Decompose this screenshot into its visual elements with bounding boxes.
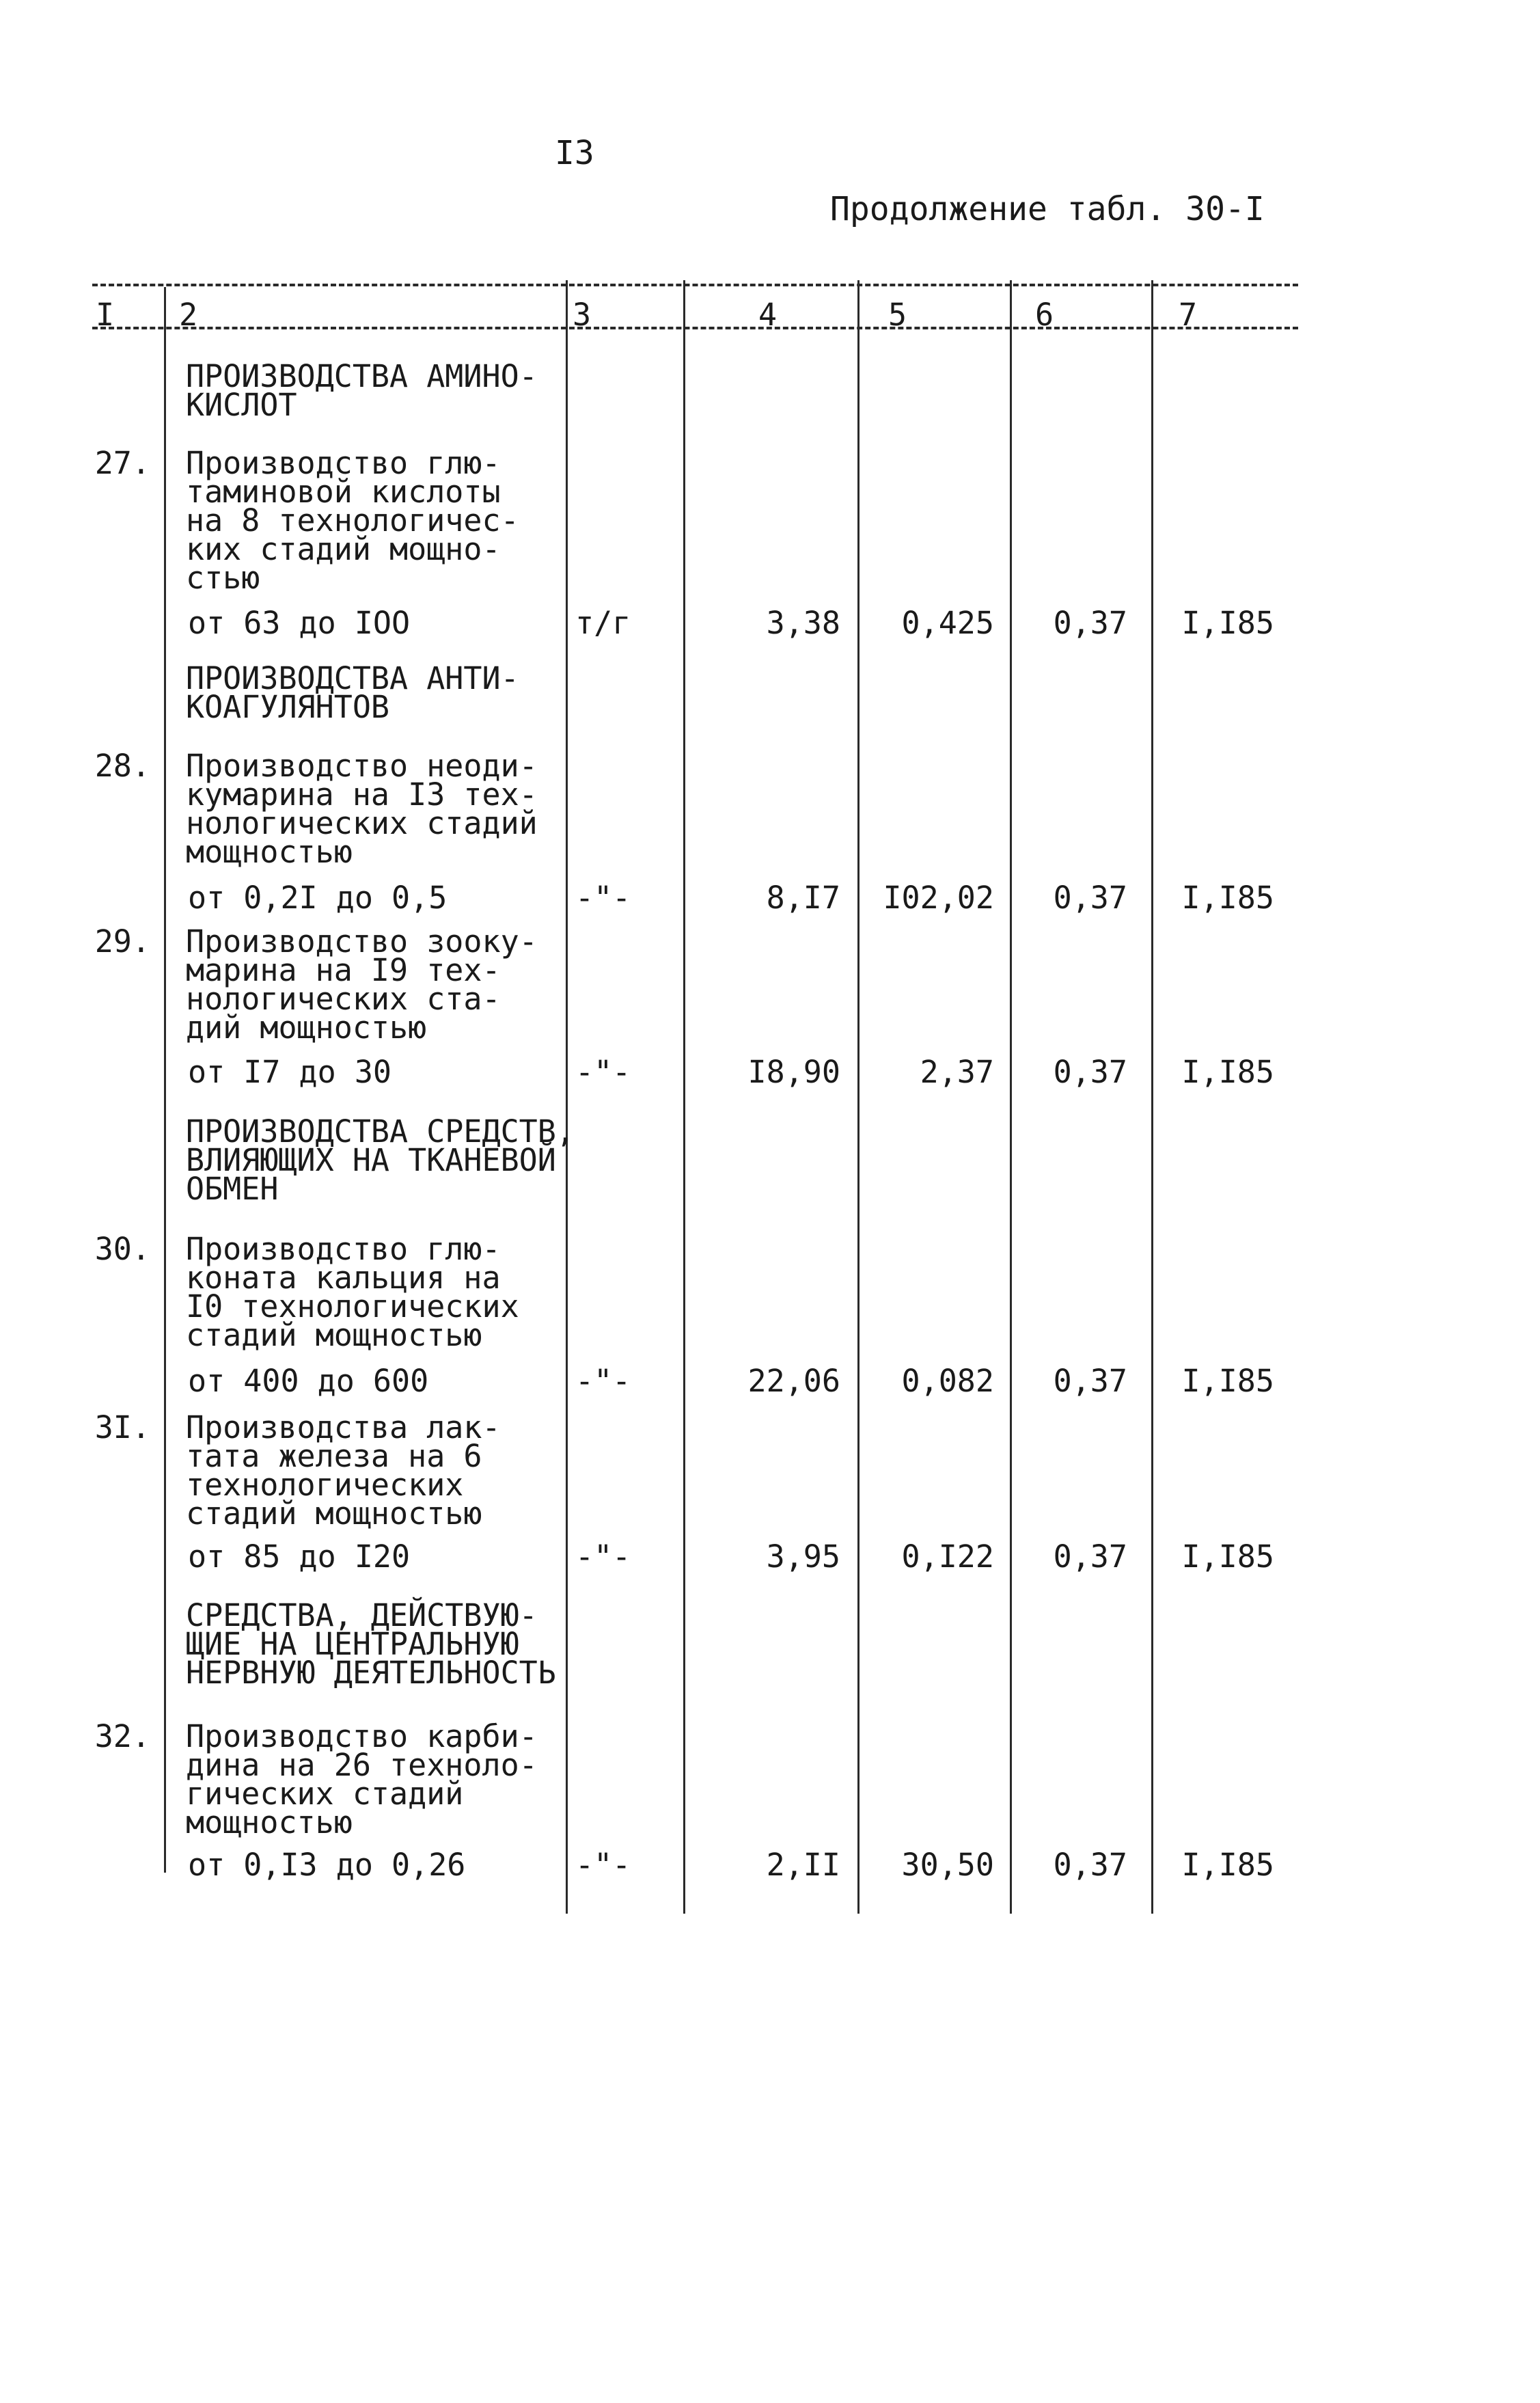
- column-divider: [1010, 280, 1012, 1914]
- row-capacity-range: от 400 до 600: [188, 1363, 429, 1399]
- row-number: 3I.: [94, 1409, 150, 1445]
- row-number: 30.: [94, 1231, 150, 1267]
- row-unit: т/г: [575, 605, 631, 641]
- row-col5: 30,50: [901, 1847, 994, 1883]
- section-heading: ПРОИЗВОДСТВА АМИНО- КИСЛОТ: [186, 358, 538, 423]
- row-capacity-range: от 85 до I20: [188, 1538, 411, 1575]
- row-col5: 2,37: [920, 1054, 994, 1090]
- row-col7: I,I85: [1181, 1538, 1274, 1575]
- column-divider: [857, 280, 860, 1914]
- row-capacity-range: от I7 до 30: [188, 1054, 392, 1090]
- row-description: Производство глю- таминовой кислоты на 8 технологичес- ких стадий мощно- стью: [186, 445, 519, 596]
- row-col6: 0,37: [1053, 880, 1127, 916]
- row-description: Производства лак- тата железа на 6 технологических стадий мощностью: [186, 1409, 501, 1532]
- column-header-7: 7: [1179, 297, 1198, 333]
- row-capacity-range: от 0,2I до 0,5: [188, 880, 448, 916]
- column-divider: [1151, 280, 1153, 1914]
- row-number: 27.: [94, 445, 150, 481]
- row-unit: -"-: [575, 1363, 631, 1399]
- row-col7: I,I85: [1181, 605, 1274, 641]
- header-top-rule: [92, 284, 1298, 286]
- row-description: Производство зооку- марина на I9 тех- нологических ста- дий мощностью: [186, 923, 538, 1046]
- row-unit: -"-: [575, 1054, 631, 1090]
- row-col4: 3,38: [766, 605, 840, 641]
- row-description: Производство глю- коната кальция на I0 технологических стадий мощностью: [186, 1231, 519, 1353]
- row-col6: 0,37: [1053, 1847, 1127, 1883]
- section-heading: СРЕДСТВА, ДЕЙСТВУЮ- ЩИЕ НА ЦЕНТРАЛЬНУЮ НЕРВНУЮ ДЕЯТЕЛЬНОСТЬ: [186, 1597, 556, 1691]
- header-bottom-rule: [92, 327, 1298, 329]
- column-header-5: 5: [888, 297, 907, 333]
- row-number: 32.: [94, 1718, 150, 1754]
- row-unit: -"-: [575, 1847, 631, 1883]
- table-continuation-caption: Продолжение табл. 30-I: [830, 190, 1265, 228]
- row-col6: 0,37: [1053, 1054, 1127, 1090]
- row-col4: I8,90: [747, 1054, 840, 1090]
- column-divider: [566, 280, 568, 1914]
- row-col6: 0,37: [1053, 1363, 1127, 1399]
- page-number: I3: [555, 134, 594, 172]
- row-col6: 0,37: [1053, 1538, 1127, 1575]
- row-col7: I,I85: [1181, 1363, 1274, 1399]
- row-col5: 0,425: [901, 605, 994, 641]
- row-number: 29.: [94, 923, 150, 960]
- column-header-2: 2: [179, 297, 198, 333]
- row-unit: -"-: [575, 880, 631, 916]
- column-header-1: I: [96, 297, 115, 333]
- row-description: Производство неоди- кумарина на I3 тех- нологических стадий мощностью: [186, 748, 538, 870]
- column-divider: [164, 287, 166, 1873]
- row-description: Производство карби- дина на 26 техноло- гических стадий мощностью: [186, 1718, 538, 1841]
- row-col4: 8,I7: [766, 880, 840, 916]
- row-col5: 0,I22: [901, 1538, 994, 1575]
- row-col7: I,I85: [1181, 880, 1274, 916]
- row-col5: 0,082: [901, 1363, 994, 1399]
- row-col5: I02,02: [883, 880, 994, 916]
- row-capacity-range: от 0,I3 до 0,26: [188, 1847, 466, 1883]
- column-divider: [683, 280, 685, 1914]
- row-col4: 3,95: [766, 1538, 840, 1575]
- column-header-6: 6: [1035, 297, 1054, 333]
- section-heading: ПРОИЗВОДСТВА АНТИ- КОАГУЛЯНТОВ: [186, 660, 519, 725]
- row-col7: I,I85: [1181, 1054, 1274, 1090]
- row-col4: 22,06: [747, 1363, 840, 1399]
- section-heading: ПРОИЗВОДСТВА СРЕДСТВ, ВЛИЯЮЩИХ НА ТКАНЕВОЙ ОБМЕН: [186, 1113, 575, 1207]
- row-col6: 0,37: [1053, 605, 1127, 641]
- row-number: 28.: [94, 748, 150, 784]
- column-header-4: 4: [758, 297, 778, 333]
- row-capacity-range: от 63 до IОО: [188, 605, 411, 641]
- row-unit: -"-: [575, 1538, 631, 1575]
- row-col4: 2,II: [766, 1847, 840, 1883]
- column-header-3: 3: [573, 297, 592, 333]
- row-col7: I,I85: [1181, 1847, 1274, 1883]
